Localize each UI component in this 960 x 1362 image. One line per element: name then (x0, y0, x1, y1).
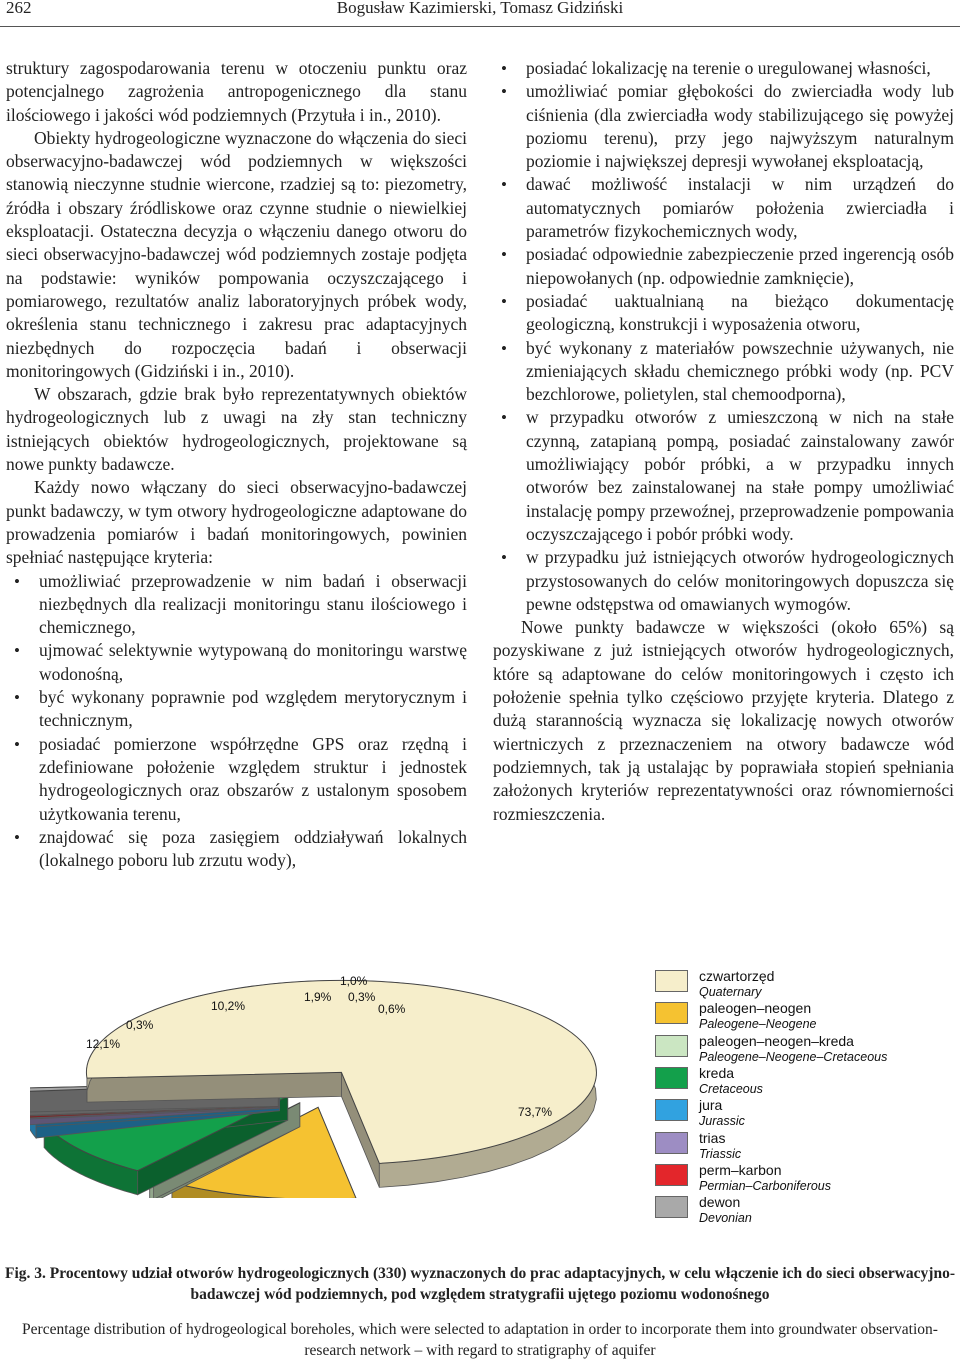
pie-data-label: 1,0% (340, 974, 368, 988)
list-item: • posiadać uaktualnianą na bieżąco dokumentację geologiczną, konstrukcji i wyposażenia otworu, (493, 290, 954, 337)
legend-swatch (655, 1164, 688, 1186)
legend-label-en: Paleogene–Neogene–Cretaceous (699, 1049, 888, 1064)
pie-data-label: 0,3% (348, 990, 376, 1004)
paragraph: Nowe punkty badawcze w większości (około 65%) są pozyskiwane z już istniejących otworów hydrogeologicznych, które są adaptowane do celów monitoringowych i często ich położenie spełnia tylko częściowo przyjęte kryteria. Dlatego z dużą starannością wyznacza się lokalizację nowych otworów wiertniczych z przeznaczeniem na otwory badawcze wód podziemnych, tak ją ustalając by poprawiała stopień spełniania założonych kryteriów reprezentatywności oraz równomierności rozmieszczenia. (493, 617, 954, 824)
pie-data-label: 10,2% (211, 999, 246, 1013)
figure-caption (0, 1263, 960, 1305)
paragraph: Obiekty hydrogeologiczne wyznaczone do włączenia do sieci obserwacyjno-badawczej wód podziemnych w większości stanowią nieczynne studnie wiercone, rzadziej są to: piezometry, źródła i obszary źródliskowe oraz czynne studnie o niewielkiej eksploatacji. Ostateczna decyzja o włączeniu danego otworu do sieci obserwacyjno-badawczej wód podziemnych zostaje podjęta na podstawie: wyników pompowania oczyszczającego i pomiarowego, rezultatów analiz laboratoryjnych próbek wody, określenia stanu technicznego i zakresu prac adaptacyjnych niezbędnych do rozpoczęcia badań i obserwacji monitoringowych (Gidziński i in., 2010). (6, 127, 467, 381)
page-header (0, 0, 960, 28)
list-item: • posiadać odpowiednie zabezpieczenie przed ingerencją osób niepowołanych (np. odpowiednie zamknięcie), (493, 243, 954, 290)
caption-label: Fig. 3. (4, 1265, 46, 1282)
legend-swatch (655, 970, 688, 992)
legend-label-en: Devonian (699, 1211, 752, 1226)
legend-label-pl: czwartorzęd (699, 968, 775, 984)
legend-swatch (655, 1067, 688, 1089)
legend-swatch (655, 1099, 688, 1121)
page-number: 262 (6, 0, 32, 17)
legend-item (655, 1032, 955, 1067)
list-item: • znajdować się poza zasięgiem oddziaływań lokalnych (lokalnego poboru lub zrzutu wody), (6, 826, 467, 873)
legend-label-pl: perm–karbon (699, 1161, 782, 1178)
list-item: • w przypadku otworów z umieszczoną w nich na stałe czynną, zatapianą pompą, posiadać zainstalowany zawór umożliwiający pobór próbki, a w przypadku innych otworów bez zainstalowanej na stałe pompy umożliwiać instalację pompy przewoźnej, przeprowadzenie pompowania oczyszczającego i pobór próbki wody. (493, 406, 954, 546)
list-item: • posiadać lokalizację na terenie o uregulowanej własności, (493, 57, 954, 80)
header-rule (0, 26, 960, 27)
legend-label-pl: trias (699, 1129, 726, 1146)
legend-item (655, 1161, 955, 1196)
paragraph: struktury zagospodarowania terenu w otoczeniu punktu oraz potencjalnego zagrożenia antropogenicznego dla stanu ilościowego i jakości wód podziemnych (Przytuła i in., 2010). (6, 58, 467, 125)
list-item: • dawać możliwość instalacji w nim urządzeń do automatycznych pomiarów położenia zwierciadła i parametrów fizykochemicznych wody, (493, 173, 954, 243)
legend-label-pl: kreda (699, 1064, 735, 1081)
legend-label-pl: paleogen–neogen (699, 1000, 812, 1017)
legend-swatch (655, 1002, 688, 1024)
legend-label-pl: paleogen–neogen–kreda (699, 1032, 854, 1049)
pie-data-label: 0,3% (126, 1018, 154, 1032)
list-item: • ujmować selektywnie wytypowaną do monitoringu warstwę wodonośną, (6, 639, 467, 686)
caption-english: Percentage distribution of hydrogeological boreholes, which were selected to adaptation in order to incorporate them into groundwater observation-research network – with regard to stratigraphy of aquifer (22, 1321, 938, 1359)
running-head-authors: Bogusław Kazimierski, Tomasz Gidziński (336, 0, 624, 17)
legend-swatch (655, 1196, 688, 1218)
legend-label-pl: dewon (699, 1194, 741, 1211)
legend-swatch (655, 1132, 688, 1154)
legend-item (655, 1002, 955, 1034)
stratigraphy-pie-chart (30, 968, 640, 1198)
paragraph: Każdy nowo włączany do sieci obserwacyjno-badawczej punkt badawczy, w tym otwory hydrogeologiczne adaptowane do prowadzenia pomiarów i badań monitoringowych, powinien spełniać następujące kryteria: (6, 477, 467, 568)
list-item: • umożliwiać pomiar głębokości do zwierciadła wody lub ciśnienia (dla zwierciadła wody stabilizującego się powyżej poziomu terenu), przy jego najwyższym naturalnym poziomie i największej depresji wywołanej eksploatacją, (493, 80, 954, 173)
pie-data-label: 12,1% (86, 1037, 121, 1051)
legend-label-en: Jurassic (699, 1114, 745, 1129)
legend-item (655, 1064, 955, 1099)
list-item: • być wykonany z materiałów powszechnie używanych, nie zmieniających składu chemicznego próbki wody (np. PCV bezchlorowe, polietylen, stal chemoodporna), (493, 337, 954, 407)
pie-data-label: 1,9% (304, 990, 332, 1004)
legend-label-pl: jura (699, 1097, 723, 1114)
legend-label-en: Permian–Carboniferous (699, 1178, 832, 1193)
left-column (6, 57, 467, 872)
legend-label-en: Quaternary (699, 985, 762, 999)
legend-label-en: Triassic (699, 1146, 742, 1161)
list-item: • w przypadku już istniejących otworów hydrogeologicznych przystosowanych do celów monitoringowych dopuszcza się pewne odstępstwa od omawianych wymogów. (493, 546, 954, 616)
criteria-list-continued (493, 57, 954, 616)
legend-swatch (655, 1035, 688, 1057)
legend-item (655, 1099, 955, 1131)
legend-item (655, 1196, 955, 1228)
legend-label-en: Cretaceous (699, 1081, 763, 1096)
list-item: • posiadać pomierzone współrzędne GPS oraz rzędną i zdefiniowane położenie względem struktur i jednostek hydrogeologicznych oraz obszarów z ustalonym sposobem użytkowania terenu, (6, 733, 467, 826)
legend-item (655, 1129, 955, 1164)
paragraph: W obszarach, gdzie brak było reprezentatywnych obiektów hydrogeologicznych lub z uwagi na zły stan techniczny istniejących obiektów hydrogeologicznych, projektowane są nowe punkty badawcze. (6, 384, 467, 475)
legend-label-en: Paleogene–Neogene (699, 1017, 817, 1032)
pie-data-label: 0,6% (378, 1002, 406, 1016)
pie-data-label: 73,7% (518, 1105, 553, 1119)
right-column (493, 57, 954, 826)
list-item: • umożliwiać przeprowadzenie w nim badań i obserwacji niezbędnych dla realizacji monitoringu stanu ilościowego i chemicznego, (6, 570, 467, 640)
legend-item (655, 970, 955, 1002)
caption-polish: Procentowy udział otworów hydrogeologicznych (330) wyznaczonych do prac adaptacyjnych, w celu włączenie ich do sieci obserwacyjno-badawczej wód podziemnych, pod względem stratygrafii ujętego poziomu wodonośnego (49, 1265, 955, 1303)
criteria-list (6, 570, 467, 873)
list-item: • być wykonany poprawnie pod względem merytorycznym i technicznym, (6, 686, 467, 733)
